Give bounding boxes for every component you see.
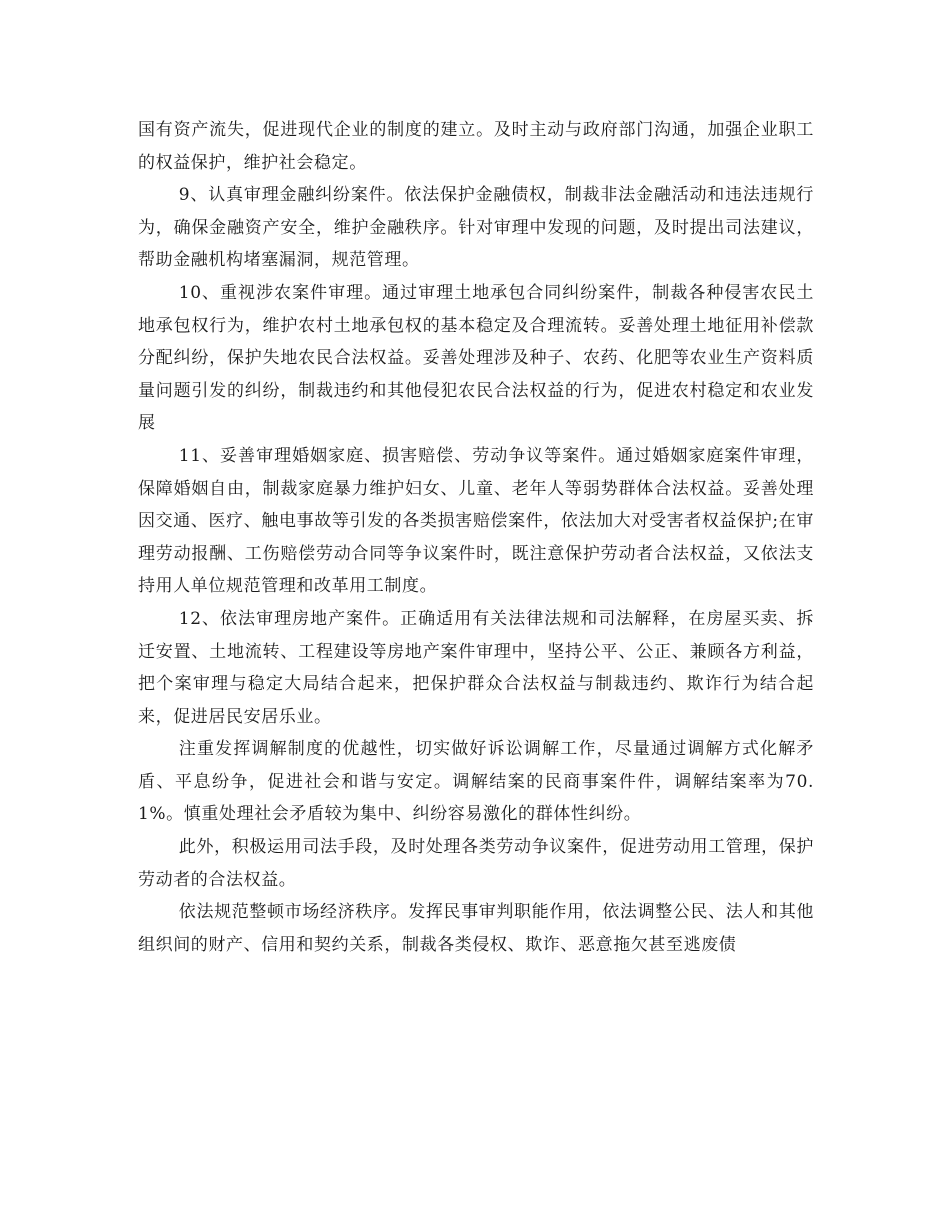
paragraph-3: 10、重视涉农案件审理。通过审理土地承包合同纠纷案件，制裁各种侵害农民土地承包权行为，维护农村土地承包权的基本稳定及合理流转。妥善处理土地征用补偿款分配纠纷，保护失地农民合法权益。妥善处理涉及种子、农药、化肥等农业生产资料质量问题引发的纠纷，制裁违约和其他侵犯农民合法权益的行为，促进农村稳定和农业发展 (138, 282, 814, 434)
paragraph-7: 此外，积极运用司法手段，及时处理各类劳动争议案件，促进劳动用工管理，保护劳动者的合法权益。 (138, 837, 814, 890)
document-page (138, 114, 814, 961)
paragraph-1: 国有资产流失，促进现代企业的制度的建立。及时主动与政府部门沟通，加强企业职工的权益保护，维护社会稳定。 (138, 120, 814, 173)
paragraph-8: 依法规范整顿市场经济秩序。发挥民事审判职能作用，依法调整公民、法人和其他组织间的财产、信用和契约关系，制裁各类侵权、欺诈、恶意拖欠甚至逃废债 (138, 902, 814, 955)
paragraph-4: 11、妥善审理婚姻家庭、损害赔偿、劳动争议等案件。通过婚姻家庭案件审理，保障婚姻自由，制裁家庭暴力维护妇女、儿童、老年人等弱势群体合法权益。妥善处理因交通、医疗、触电事故等引发的各类损害赔偿案件，依法加大对受害者权益保护;在审理劳动报酬、工伤赔偿劳动合同等争议案件时，既注意保护劳动者合法权益，又依法支持用人单位规范管理和改革用工制度。 (138, 445, 814, 597)
paragraph-6: 注重发挥调解制度的优越性，切实做好诉讼调解工作，尽量通过调解方式化解矛盾、平息纷争，促进社会和谐与安定。调解结案的民商事案件件，调解结案率为70.1%。慎重处理社会矛盾较为集中、纠纷容易激化的群体性纠纷。 (138, 739, 814, 825)
paragraph-2: 9、认真审理金融纠纷案件。依法保护金融债权，制裁非法金融活动和违法违规行为，确保金融资产安全，维护金融秩序。针对审理中发现的问题，及时提出司法建议，帮助金融机构堵塞漏洞，规范管理。 (138, 185, 814, 271)
paragraph-5: 12、依法审理房地产案件。正确适用有关法律法规和司法解释，在房屋买卖、拆迁安置、土地流转、工程建设等房地产案件审理中，坚持公平、公正、兼顾各方利益，把个案审理与稳定大局结合起来，把保护群众合法权益与制裁违约、欺诈行为结合起来，促进居民安居乐业。 (138, 608, 814, 727)
